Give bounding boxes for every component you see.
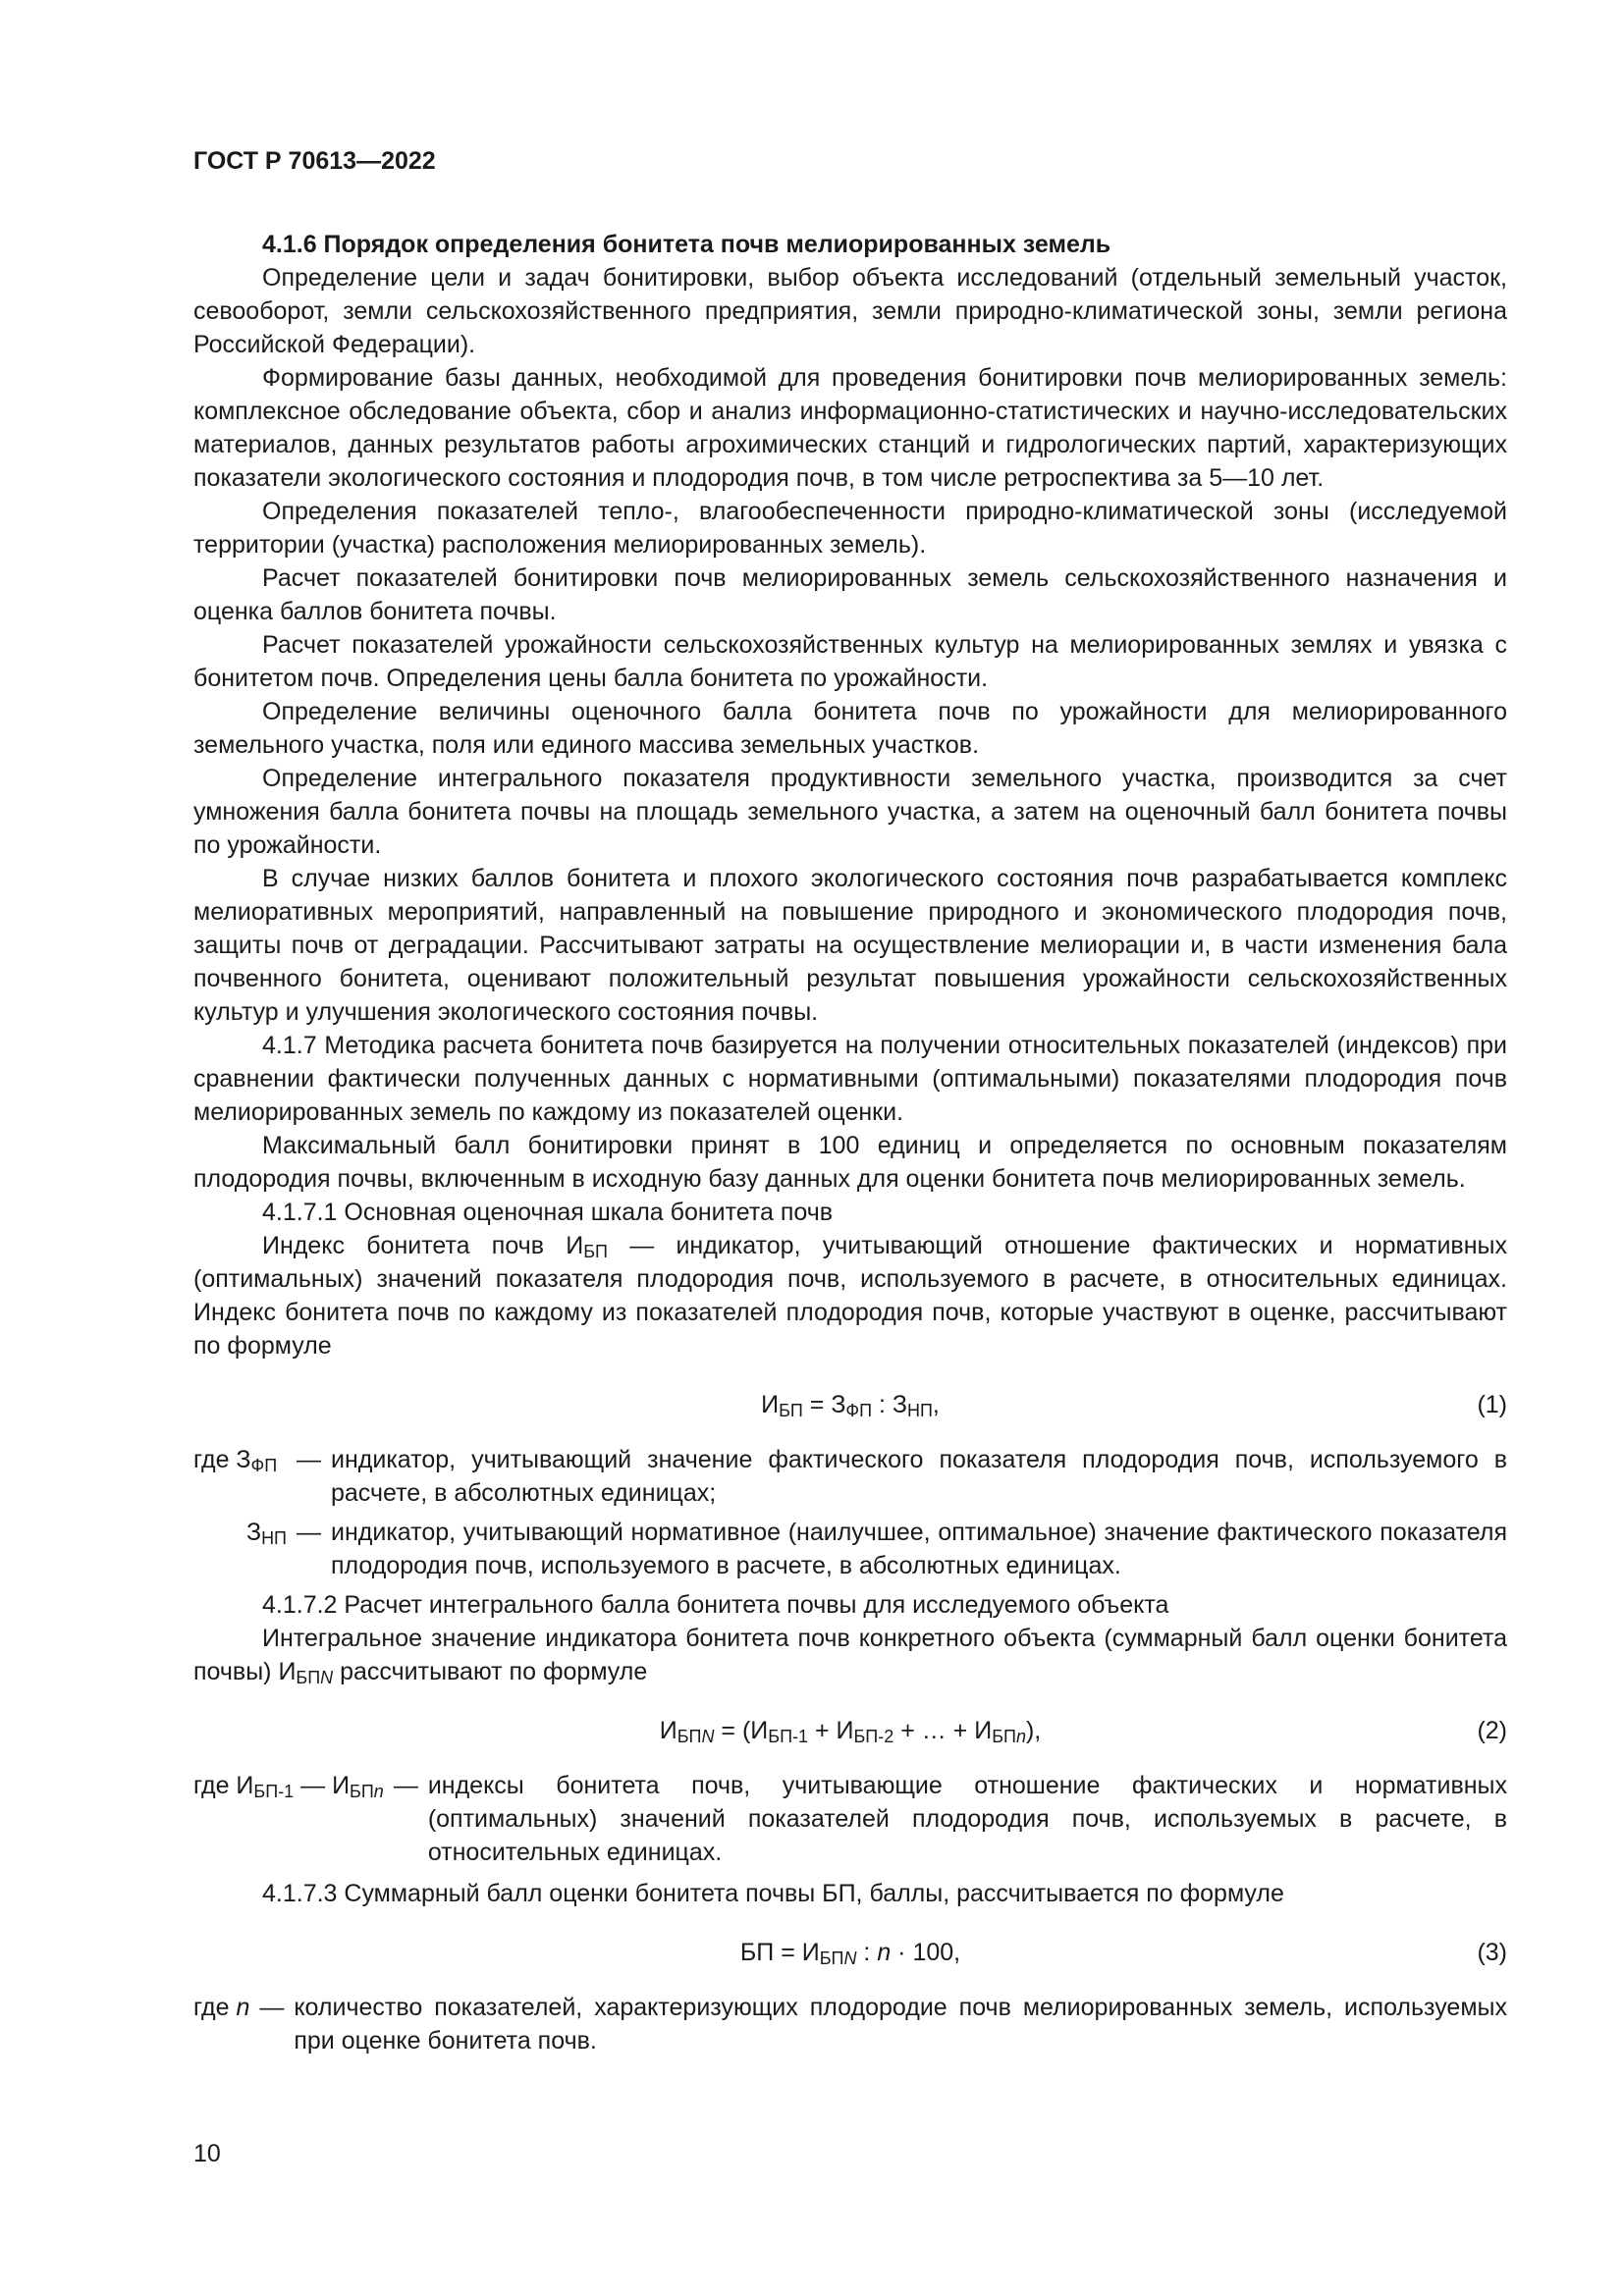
paragraph: Определение величины оценочного балла бонитета почв по урожайности для мелиорированного земельного участка, поля или единого массива земельных участков. bbox=[193, 698, 1507, 759]
formula-1: $И_{БП} = З_{ФП}$ : $З_{НП}$, (1) bbox=[193, 1388, 1507, 1421]
paragraph: Расчет показателей бонитировки почв мелиорированных земель сельскохозяйственного назначения и оценка баллов бонитета почвы. bbox=[193, 564, 1507, 625]
section-title-416: 4.1.6 Порядок определения бонитета почв мелиорированных земель bbox=[262, 231, 1111, 258]
paragraph: Определения показателей тепло-, влагообеспеченности природно-климатической зоны (исследуемой территории (участка) расположения мелиорированных земель). bbox=[193, 498, 1507, 559]
formula-3: БП = $И_{БПN}$ : n · 100, (3) bbox=[193, 1936, 1507, 1969]
section-title-4172: 4.1.7.2 Расчет интегрального балла бонитета почвы для исследуемого объекта bbox=[262, 1591, 1169, 1619]
paragraph-417: 4.1.7 Методика расчета бонитета почв базируется на получении относительных показателей (индексов) при сравнении фактически полученных данных с нормативными (оптимальными) показателями плодородия почв мелиорированных земель по каждому из показателей оценки. bbox=[193, 1032, 1507, 1126]
formula-number: (2) bbox=[1477, 1717, 1507, 1744]
definition-item: $З_{НП}$ — индикатор, учитывающий нормативное (наилучшее, оптимальное) значение фактического показателя плодородия почв, используемого в расчете, в абсолютных единицах. bbox=[245, 1519, 1507, 1579]
section-title-4171: 4.1.7.1 Основная оценочная шкала бонитета почв bbox=[262, 1199, 834, 1226]
paragraph: Формирование базы данных, необходимой для проведения бонитировки почв мелиорированных земель: комплексное обследование объекта, сбор и анализ информационно-статистических и научно-исследовательских материалов, данных результатов работы агрохимических станций и гидрологических партий, характеризующих показатели экологического состояния и плодородия почв, в том числе ретроспектива за 5—10 лет. bbox=[193, 364, 1507, 492]
paragraph: Определение цели и задач бонитировки, выбор объекта исследований (отдельный земельный участок, севооборот, земли сельскохозяйственного предприятия, земли природно-климатической зоны, земли региона Российской Федерации). bbox=[193, 264, 1507, 358]
section-title-4173: 4.1.7.3 Суммарный балл оценки бонитета почвы БП, баллы, рассчитывается по формуле bbox=[262, 1880, 1284, 1907]
formula-2-explanation: где $И_{БП-1}$ — $И_{БПn}$ — индексы бонитета почв, учитывающие отношение фактических и нормативных (оптимальных) значений показателей плодородия почв, используемых в расчете, в относительных единицах. bbox=[193, 1772, 1507, 1866]
document-header: ГОСТ Р 70613—2022 bbox=[193, 147, 436, 175]
formula-number: (1) bbox=[1477, 1391, 1507, 1418]
index-definition-paragraph: Индекс бонитета почв $И_{БП}$ — индикатор, учитывающий отношение фактических и нормативных (оптимальных) значений показателя плодородия почв, используемого в расчете, в относительных единицах. Индекс бонитета почв по каждому из показателей плодородия почв, которые участвуют в оценке, рассчитывают по формуле bbox=[193, 1232, 1507, 1360]
formula-number: (3) bbox=[1477, 1939, 1507, 1966]
document-body bbox=[193, 228, 1507, 2057]
definition-item: где $З_{ФП}$ — индикатор, учитывающий значение фактического показателя плодородия почв, используемого в расчете, в абсолютных единицах; bbox=[193, 1446, 1507, 1507]
integral-paragraph: Интегральное значение индикатора бонитета почв конкретного объекта (суммарный балл оценки бонитета почвы) $И_{БПN}$ рассчитывают по формуле bbox=[193, 1625, 1507, 1687]
paragraph: В случае низких баллов бонитета и плохого экологического состояния почв разрабатывается комплекс мелиоративных мероприятий, направленный на повышение природного и экономического плодородия почв, защиты почв от деградации. Рассчитывают затраты на осуществление мелиорации и, в части изменения бала почвенного бонитета, оценивают положительный результат повышения урожайности сельскохозяйственных культур и улучшения экологического состояния почвы. bbox=[193, 865, 1507, 1026]
formula-1-explanation bbox=[193, 1443, 1507, 1582]
formula-3-explanation: где n — количество показателей, характеризующих плодородие почв мелиорированных земель, используемых при оценке бонитета почв. bbox=[193, 1994, 1507, 2055]
formula-2: $И_{БПN} = (И_{БП-1} + И_{БП-2}$ + … + $И_{БПn}$), (2) bbox=[193, 1714, 1507, 1747]
paragraph: Расчет показателей урожайности сельскохозяйственных культур на мелиорированных землях и увязка с бонитетом почв. Определения цены балла бонитета по урожайности. bbox=[193, 631, 1507, 692]
page-number: 10 bbox=[193, 2140, 221, 2167]
paragraph: Максимальный балл бонитировки принят в 100 единиц и определяется по основным показателям плодородия почвы, включенным в исходную базу данных для оценки бонитета почв мелиорированных земель. bbox=[193, 1132, 1507, 1193]
paragraph: Определение интегрального показателя продуктивности земельного участка, производится за счет умножения балла бонитета почвы на площадь земельного участка, а затем на оценочный балл бонитета почвы по урожайности. bbox=[193, 765, 1507, 859]
